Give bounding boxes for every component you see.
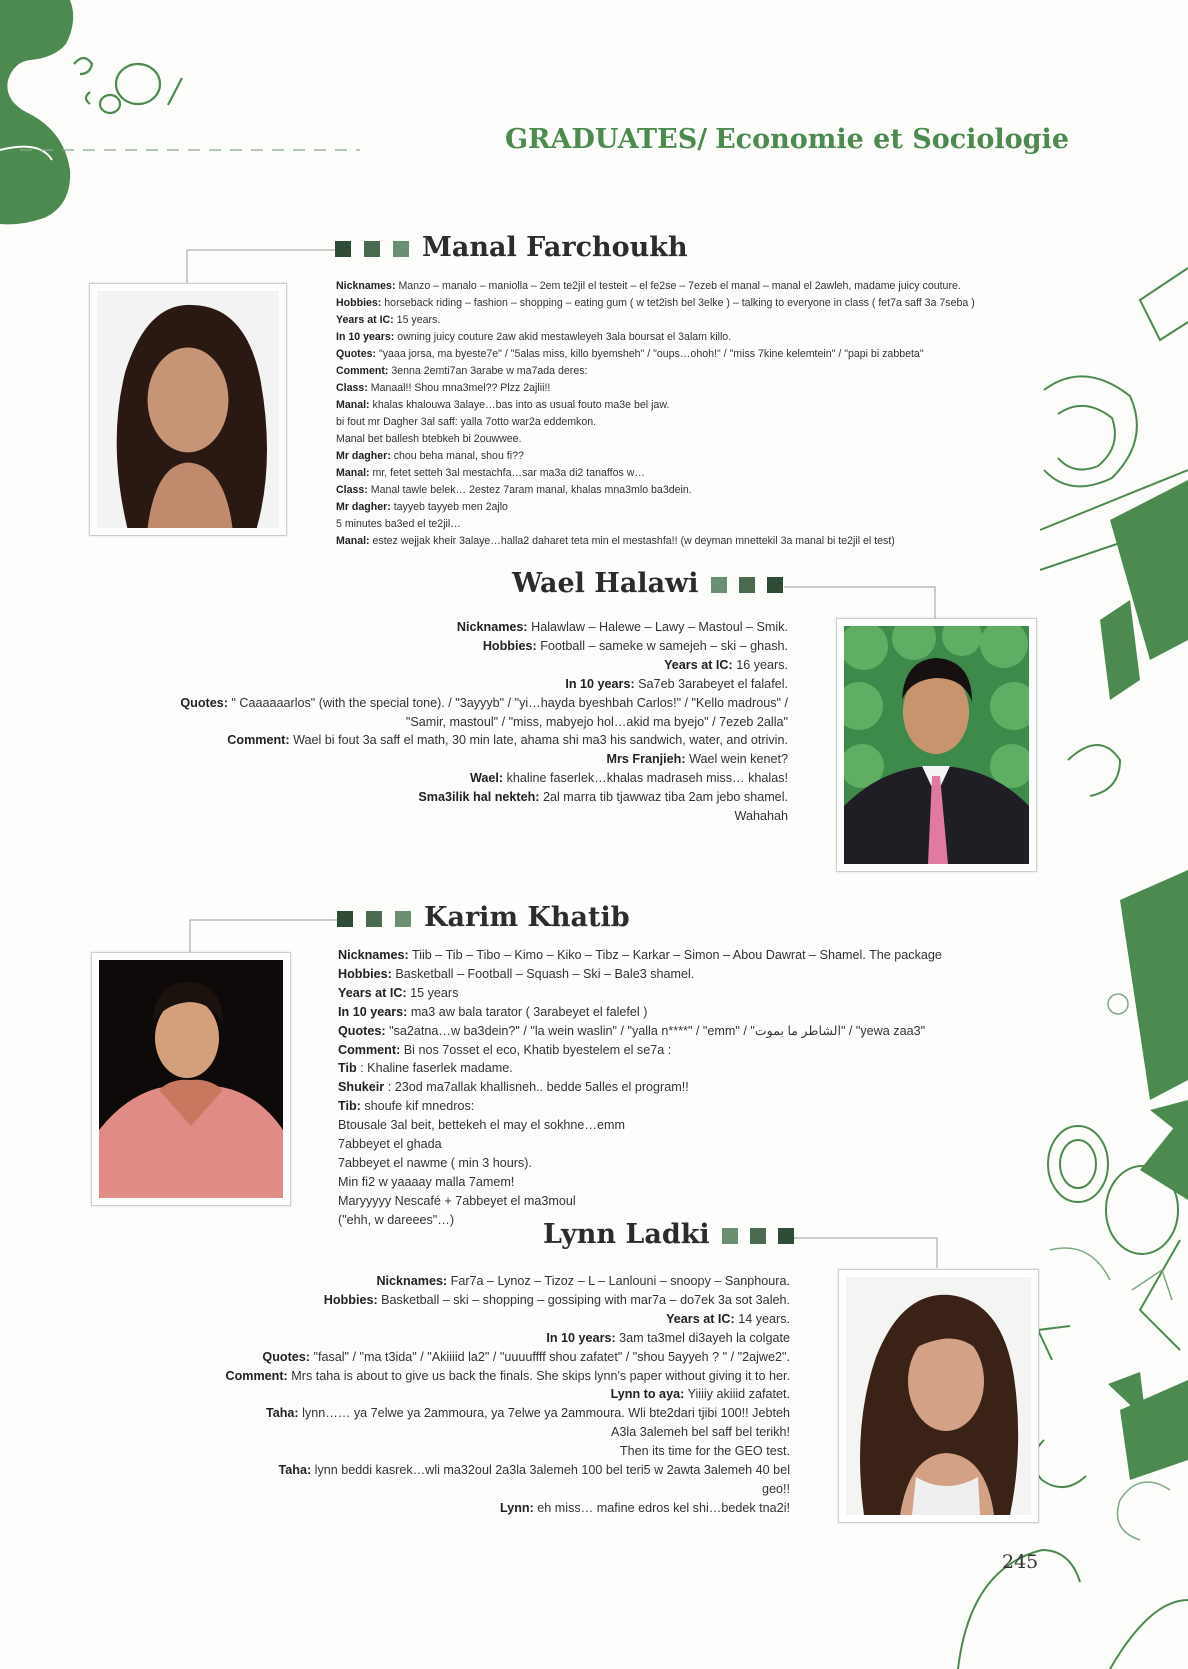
bio-line: "Samir, mastoul" / "miss, mabyejo hol…akid ma byejo" / 7ezeb 2alla" xyxy=(405,714,788,729)
bio-line: 7abbeyet el nawme ( min 3 hours). xyxy=(338,1155,532,1170)
graduate-name: Manal Farchoukh xyxy=(422,232,688,263)
bio-line: Lynn: eh miss… mafine edros kel shi…bedek tna2i! xyxy=(499,1500,790,1515)
bio-line: A3la 3alemeh bel saff bel terikh! xyxy=(611,1425,790,1440)
graduate-name-header xyxy=(512,568,783,599)
bio-line: Nicknames: Manzo – manalo – maniolla – 2em te2jil el testeit – el fe2se – 7ezeb el manal – manal el 2awleh, madame juicy couture. xyxy=(336,280,961,292)
bio-line: Comment: 3enna 2emti7an 3arabe w ma7ada deres: xyxy=(336,365,588,377)
bio-line: Class: Manal tawle belek… 2estez 7aram manal, khalas mna3mlo ba3dein. xyxy=(336,484,692,496)
bio-line: In 10 years: owning juicy couture 2aw akid mestawleyeh 3ala boursat el 3alam killo. xyxy=(336,331,732,343)
graduate-bio xyxy=(90,1272,790,1518)
graduate-name-header xyxy=(543,1219,794,1250)
bio-line: geo!! xyxy=(761,1481,790,1496)
bio-line: Class: Manaal!! Shou mna3mel?? Plzz 2ajlii!! xyxy=(336,382,551,394)
bio-line: Hobbies: Basketball – ski – shopping – gossiping with mar7a – do7ek 3a sot 3aleh. xyxy=(323,1292,790,1307)
page-title xyxy=(505,124,1069,155)
graduate-bio xyxy=(336,278,975,550)
graduate-name: Lynn Ladki xyxy=(543,1219,710,1250)
bio-line: Manal: estez wejjak kheir 3alaye…halla2 daharet teta min el mestashfa!! (w deyman mnettekil 3a manal bi te2jil el test) xyxy=(336,535,895,547)
bio-line: Years at IC: 15 years. xyxy=(336,314,441,326)
bio-line: Years at IC: 16 years. xyxy=(664,657,788,672)
bio-line: 7abbeyet el ghada xyxy=(338,1137,442,1152)
bio-line: Taha: lynn…… ya 7elwe ya 2ammoura, ya 7elwe ya 2ammoura. Wli bte2dari tjibi 100!! Jebteh xyxy=(265,1406,790,1421)
bio-line: Mrs Franjieh: Wael wein kenet? xyxy=(606,752,788,767)
bio-line: Wael: khaline faserlek…khalas madraseh miss… khalas! xyxy=(469,771,788,786)
bio-line: Wahahah xyxy=(734,809,788,824)
graduate-bio xyxy=(90,618,788,826)
bio-line: Manal bet ballesh btebkeh bi 2ouwwee. xyxy=(336,433,522,445)
bio-line: Nicknames: Far7a – Lynoz – Tizoz – L – Lanlouni – snoopy – Sanphoura. xyxy=(376,1274,790,1288)
page-title-main: GRADUATES/ xyxy=(505,124,708,155)
bio-line: Quotes: " Caaaaaarlos" (with the special tone). / "3ayyyb" / "yi…hayda byeshbah Carlos!" / "Kello madrous" / xyxy=(180,695,788,710)
bio-line: Years at IC: 15 years xyxy=(338,985,459,1000)
bio-line: Tib : Khaline faserlek madame. xyxy=(338,1061,513,1076)
graduate-photo xyxy=(836,618,1037,872)
bio-line: Manal: khalas khalouwa 3alaye…bas into as usual fouto ma3e bel jaw. xyxy=(336,399,670,411)
bio-line: ("ehh, w dareees"…) xyxy=(338,1212,455,1227)
graduate-name-header xyxy=(335,232,688,263)
bio-line: In 10 years: Sa7eb 3arabeyet el falafel. xyxy=(565,676,788,691)
bio-line: Quotes: "fasal" / "ma t3ida" / "Akiiiid la2" / "uuuuffff shou zafatet" / "shou 5ayyeh ? " / "2ajwe2". xyxy=(262,1349,790,1364)
graduate-photo xyxy=(91,952,291,1206)
bio-line: Comment: Bi nos 7osset el eco, Khatib byestelem el se7a : xyxy=(338,1042,672,1057)
bio-line: Quotes: "yaaa jorsa, ma byeste7e" / "5alas miss, killo byemsheh" / "oups…ohoh!" / "miss 7kine kelemtein" / "papi bi zabbeta" xyxy=(336,348,924,360)
graduate-photo xyxy=(89,283,287,536)
bio-line: Hobbies: Basketball – Football – Squash – Ski – Bale3 shamel. xyxy=(338,966,695,981)
bio-line: Tib: shoufe kif mnedros: xyxy=(338,1099,475,1114)
bio-line: bi fout mr Dagher 3al saff: yalla 7otto war2a eddemkon. xyxy=(336,416,597,428)
bio-line: Btousale 3al beit, bettekeh el may el sokhne…emm xyxy=(338,1118,626,1133)
bio-line: Shukeir : 23od ma7allak khallisneh.. bedde 5alles el program!! xyxy=(338,1080,689,1095)
bio-line: Then its time for the GEO test. xyxy=(619,1444,790,1459)
bio-line: Maryyyyy Nescafé + 7abbeyet el ma3moul xyxy=(338,1193,576,1208)
bio-line: Lynn to aya: Yiiiiy akiiid zafatet. xyxy=(610,1387,790,1402)
decorative-letter-s xyxy=(0,0,73,224)
bio-line: Mr dagher: tayyeb tayyeb men 2ajlo xyxy=(336,501,508,513)
bio-line: Quotes: "sa2atna…w ba3dein?" / "la wein waslin" / "yalla n****" / "emm" / "الشاطر ما بموت" / "yewa zaa3" xyxy=(338,1023,926,1038)
bio-line: Hobbies: Football – sameke w samejeh – ski – ghash. xyxy=(482,638,788,653)
bio-line: Hobbies: horseback riding – fashion – shopping – eating gum ( w tet2ish bel 3elke ) – talking to everyone in class ( fet7a saff 3a 7seba ) xyxy=(336,297,975,309)
bio-line: Comment: Wael bi fout 3a saff el math, 30 min late, ahama shi ma3 his sandwich, water, and otrivin. xyxy=(227,733,788,748)
bio-line: Years at IC: 14 years. xyxy=(666,1311,790,1326)
bio-line: In 10 years: ma3 aw bala tarator ( 3arabeyet el falefel ) xyxy=(338,1004,648,1019)
bio-line: Mr dagher: chou beha manal, shou fi?? xyxy=(336,450,524,462)
bio-line: Taha: lynn beddi kasrek…wli ma32oul 2a3la 3alemeh 100 bel teri5 w 2awta 3alemeh 40 bel xyxy=(278,1463,790,1478)
bio-line: Nicknames: Halawlaw – Halewe – Lawy – Mastoul – Smik. xyxy=(456,620,788,634)
graduate-name-header xyxy=(337,902,630,933)
bio-line: 5 minutes ba3ed el te2jil… xyxy=(336,518,461,530)
bio-line: Comment: Mrs taha is about to give us back the finals. She skips lynn's paper without giving it to her. xyxy=(225,1368,790,1383)
bio-line: In 10 years: 3am ta3mel di3ayeh la colgate xyxy=(546,1330,790,1345)
bio-line: Nicknames: Tiib – Tib – Tibo – Kimo – Kiko – Tibz – Karkar – Simon – Abou Dawrat – Shamel. The package xyxy=(338,948,942,962)
graduate-name: Karim Khatib xyxy=(424,902,630,933)
graduate-bio xyxy=(338,946,942,1230)
page-title-sub: Economie et Sociologie xyxy=(715,124,1069,155)
bio-line: Min fi2 w yaaaay malla 7amem! xyxy=(338,1174,515,1189)
graduate-photo xyxy=(838,1269,1039,1523)
page-number: 245 xyxy=(1002,1551,1039,1573)
bio-line: Sma3ilik hal nekteh: 2al marra tib tjawwaz tiba 2am jebo shamel. xyxy=(418,790,788,805)
graduate-name: Wael Halawi xyxy=(512,568,699,599)
bio-line: Manal: mr, fetet setteh 3al mestachfa…sar ma3a di2 tanaffos w… xyxy=(336,467,645,479)
